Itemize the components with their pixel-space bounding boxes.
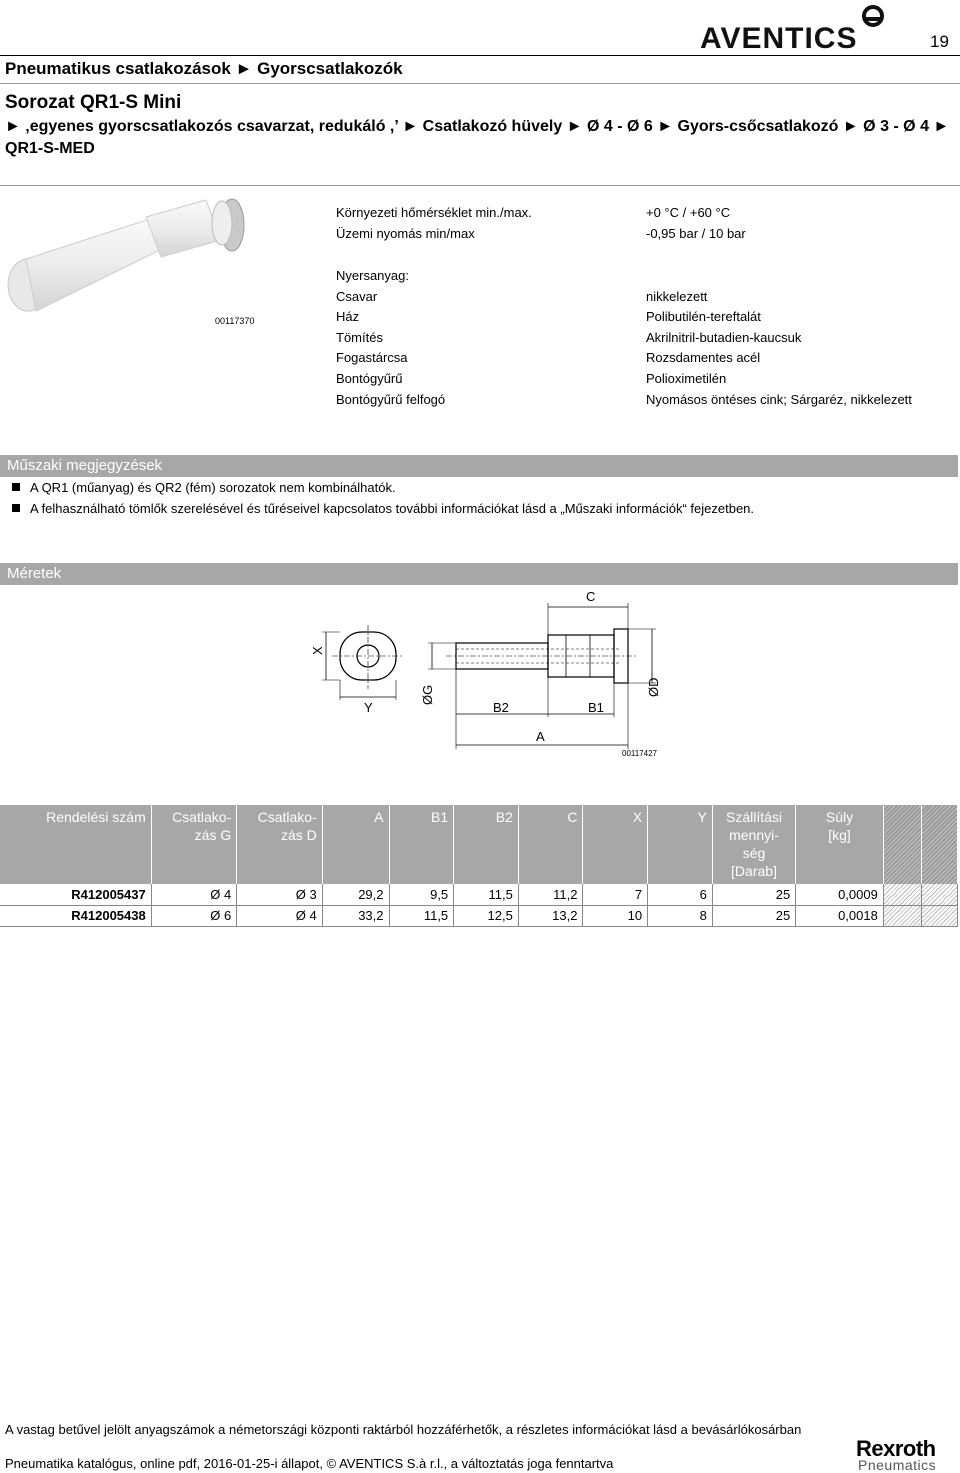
dim-label-x: X — [310, 646, 325, 655]
cell: 6 — [648, 884, 713, 905]
note-item — [12, 501, 754, 516]
cell: 29,2 — [322, 884, 389, 905]
col-header: B1 — [389, 805, 454, 884]
note-item — [12, 480, 396, 495]
col-header: Csatlako- zás G — [151, 805, 237, 884]
cell: Ø 4 — [151, 884, 237, 905]
spec-label: Üzemi nyomás min/max — [336, 226, 475, 241]
cell: 11,5 — [389, 905, 454, 926]
col-header: Y — [648, 805, 713, 884]
header-rule — [0, 55, 960, 56]
table-header-row — [0, 805, 958, 884]
cell: 0,0009 — [796, 884, 884, 905]
spec-label: Fogastárcsa — [336, 350, 408, 365]
spec-value: Nyomásos öntéses cink; Sárgaréz, nikkelezett — [646, 392, 912, 407]
col-header: C — [518, 805, 583, 884]
drawing-code: 00117427 — [622, 749, 657, 758]
cell-order-number: R412005438 — [0, 905, 151, 926]
rexroth-logo-sub: Pneumatics — [858, 1457, 937, 1473]
cell: 25 — [712, 905, 795, 926]
spec-value: Polioximetilén — [646, 371, 727, 386]
col-header: Rendelési szám — [0, 805, 151, 884]
col-header-empty — [922, 805, 958, 884]
section-rule — [0, 185, 960, 186]
col-header-empty — [883, 805, 922, 884]
order-table — [0, 805, 958, 927]
spec-label: Bontógyűrű felfogó — [336, 392, 446, 407]
note-text: A QR1 (műanyag) és QR2 (fém) sorozatok nem kombinálhatók. — [30, 480, 396, 495]
cell: Ø 6 — [151, 905, 237, 926]
dim-label-b1: B1 — [588, 700, 604, 715]
cell: 11,2 — [518, 884, 583, 905]
col-header: B2 — [454, 805, 519, 884]
cell: 12,5 — [454, 905, 519, 926]
cell: 11,5 — [454, 884, 519, 905]
notes-heading: Műszaki megjegyzések — [0, 455, 958, 477]
bullet-icon — [12, 504, 20, 512]
cell-empty — [922, 884, 958, 905]
table-row — [0, 905, 958, 926]
cell: Ø 3 — [237, 884, 323, 905]
spec-label: Tömítés — [336, 330, 383, 345]
cell: 0,0018 — [796, 905, 884, 926]
spec-value: Akrilnitril-butadien-kaucsuk — [646, 330, 802, 345]
col-header: A — [322, 805, 389, 884]
cell-order-number: R412005437 — [0, 884, 151, 905]
spec-label: Nyersanyag: — [336, 268, 409, 283]
col-header: Szállítási mennyi- ség [Darab] — [712, 805, 795, 884]
product-image — [6, 195, 256, 315]
cell: 13,2 — [518, 905, 583, 926]
col-header: Súly [kg] — [796, 805, 884, 884]
spec-label: Bontógyűrű — [336, 371, 403, 386]
brand-wordmark: AVENTICS — [700, 22, 858, 50]
spec-label: Csavar — [336, 289, 378, 304]
aventics-logo — [700, 4, 890, 50]
spec-value: Rozsdamentes acél — [646, 350, 761, 365]
spec-value: +0 °C / +60 °C — [646, 205, 731, 220]
footer-catalog: Pneumatika katalógus, online pdf, 2016-01-25-i állapot, © AVENTICS S.à r.l., a változtatás joga fenntartva — [5, 1456, 614, 1471]
spec-label: Ház — [336, 309, 360, 324]
cell: 7 — [583, 884, 648, 905]
cell: Ø 4 — [237, 905, 323, 926]
dimension-drawing — [280, 585, 700, 765]
dimensions-heading: Méretek — [0, 563, 958, 585]
page-subtitle: ► ‚egyenes gyorscsatlakozós csavarzat, redukáló ,’ ► Csatlakozó hüvely ► Ø 4 - Ø 6 ► Gyors-csőcsatlakozó ► Ø 3 - Ø 4 ► QR1-S-MED — [5, 118, 950, 157]
cell: 8 — [648, 905, 713, 926]
breadcrumb-rule — [0, 83, 960, 84]
spec-value: Polibutilén-tereftalát — [646, 309, 761, 324]
image-code: 00117370 — [215, 316, 255, 326]
cell-empty — [883, 884, 922, 905]
breadcrumb: Pneumatikus csatlakozások ► Gyorscsatlakozók — [5, 59, 403, 78]
cell-empty — [883, 905, 922, 926]
spec-value: nikkelezett — [646, 289, 708, 304]
cell: 10 — [583, 905, 648, 926]
rexroth-logo: Rexroth — [856, 1436, 936, 1461]
spec-label: Környezeti hőmérséklet min./max. — [336, 205, 532, 220]
dim-label-y: Y — [364, 700, 373, 715]
col-header: X — [583, 805, 648, 884]
cell: 9,5 — [389, 884, 454, 905]
table-row — [0, 884, 958, 905]
footer-note: A vastag betűvel jelölt anyagszámok a németországi központi raktárból hozzáférhetők, a részletes információkat lásd a bevásárlókosárban — [5, 1422, 802, 1437]
page-number: 19 — [930, 32, 949, 51]
dim-label-b2: B2 — [493, 700, 509, 715]
bullet-icon — [12, 483, 20, 491]
dim-label-a: A — [536, 729, 545, 744]
col-header: Csatlako- zás D — [237, 805, 323, 884]
cell: 25 — [712, 884, 795, 905]
note-text: A felhasználható tömlők szerelésével és tűréseivel kapcsolatos további információkat lásd a „Műszaki információk“ fejezetben. — [30, 501, 755, 516]
cell-empty — [922, 905, 958, 926]
spec-value: -0,95 bar / 10 bar — [646, 226, 746, 241]
cell: 33,2 — [322, 905, 389, 926]
dim-label-c: C — [586, 589, 596, 604]
dim-label-g: ØG — [420, 684, 435, 705]
page-title: Sorozat QR1-S Mini — [5, 92, 182, 113]
dim-label-d: ØD — [646, 677, 661, 697]
